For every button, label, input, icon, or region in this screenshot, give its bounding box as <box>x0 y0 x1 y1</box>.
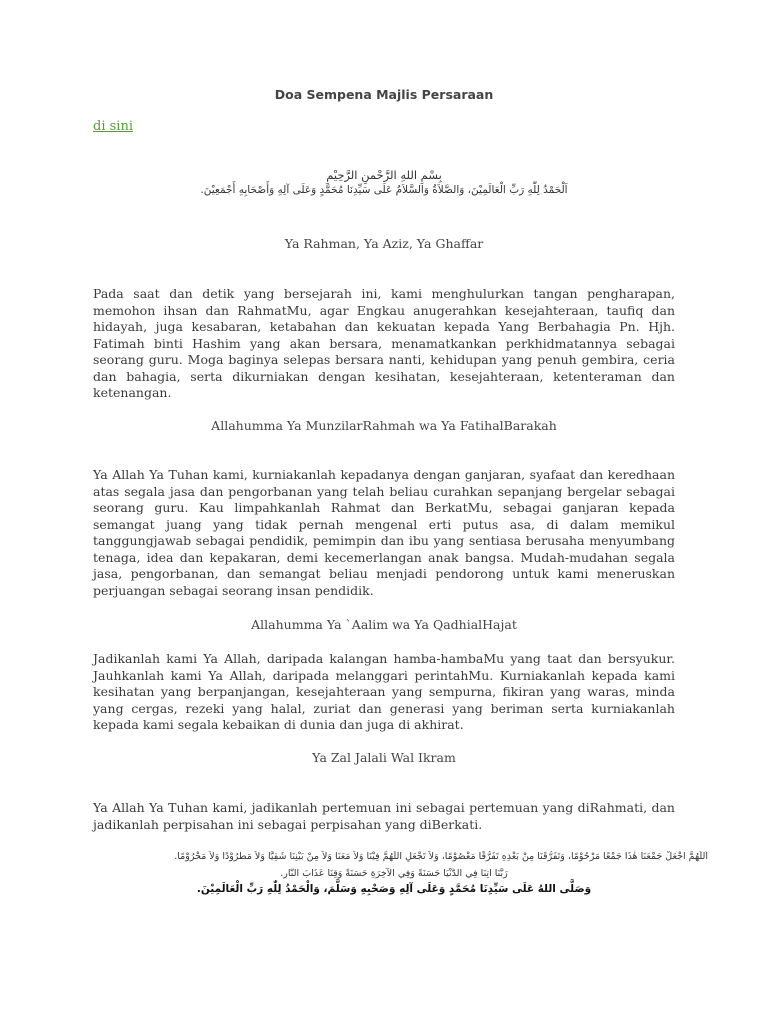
di-sini-link[interactable]: di sini <box>93 119 133 134</box>
section-paragraph-3: Jadikanlah kami Ya Allah, daripada kalangan hamba-hambaMu yang taat dan bersyukur. Jauhkanlah kami Ya Allah, daripada melanggari perintahMu. Kurniakanlah kepada kami kesihatan yang berpanjangan, kesejahteraan yang sempurna, fikiran yang waras, minda yang cergas, rezeki yang halal, zuriat dan generasi yang beriman serta kurniakanlah kepada kami segala kebaikan di dunia dan juga di akhirat. <box>93 651 675 732</box>
page-title: Doa Sempena Majlis Persaraan <box>274 87 494 102</box>
section-heading-3: Allahumma Ya `Aalim wa Ya QadhialHajat <box>251 617 517 632</box>
arabic-opening-praise: اَلْحَمْدُ لِلّٰهِ رَبِّ الْعَالَمِيْنَ، وَالصَّلاَةُ وَالسَّلاَمُ عَلَى سَيِّدِنَا مُحَمَّدٍ وَعَلَى آلِهِ وَأَصْحَابِهِ أَجْمَعِيْنَ. <box>200 184 568 196</box>
arabic-closing-salawat: وَصَلَّى اللهُ عَلَى سَيِّدِنَا مُحَمَّدٍ وَعَلَى آلِهِ وَصَحْبِهِ وَسَلَّمَ، وَالْحَمْدُ لِلّٰهِ رَبِّ الْعَالَمِيْنَ. <box>196 883 592 895</box>
arabic-closing-dua: اَللّٰهُمَّ اجْعَلْ جَمْعَنَا هٰذَا جَمْعًا مَرْحُوْمًا، وَتَفَرُّقَنَا مِنْ بَعْدِهِ تَفَرُّقًا مَعْصُوْمًا، وَلاَ تَجْعَلِ اللّٰهُمَّ فِيْنَا وَلاَ مَعَنَا وَلاَ مِنْ بَيْنِنَا شَقِيًّا وَلاَ مَطْرُوْدًا وَلاَ مَحْرُوْمًا. <box>174 851 708 862</box>
arabic-basmalah: بِسْمِ اللهِ الرَّحْمنِ الرَّحِيْمِ <box>326 168 442 182</box>
section-heading-1: Ya Rahman, Ya Aziz, Ya Ghaffar <box>284 236 484 251</box>
arabic-closing-rabbana: رَبَّنَا آتِنَا فِي الدُّنْيَا حَسَنَةً وَفِي الْآخِرَةِ حَسَنَةً وَقِنَا عَذَابَ النَّارِ. <box>280 868 508 879</box>
section-paragraph-1: Pada saat dan detik yang bersejarah ini, kami menghulurkan tangan pengharapan, memohon ihsan dan RahmatMu, agar Engkau anugerahkan kesejahteraan, taufiq dan hidayah, juga kesabaran, ketabahan dan kekuatan kepada Yang Berbahagia Pn. Hjh. Fatimah binti Hashim yang akan bersara, menamatkankan perkhidmatannya sebagai seorang guru. Moga baginya selepas bersara nanti, kehidupan yang penuh gembira, ceria dan bahagia, serta dikurniakan dengan kesihatan, kesejahteraan, ketenteraman dan ketenangan. <box>93 286 675 400</box>
section-paragraph-2: Ya Allah Ya Tuhan kami, kurniakanlah kepadanya dengan ganjaran, syafaat dan keredhaan atas segala jasa dan pengorbanan yang telah beliau curahkan sepanjang bergelar sebagai seorang guru. Kau limpahkanlah Rahmat dan BerkatMu, sebagai ganjaran kepada semangat juang yang tidak pernah mengenal erti putus asa, di dalam memikul tanggungjawab sebagai pendidik, pemimpin dan ibu yang sentiasa berusaha menyumbang tenaga, idea dan kepakaran, demi kecemerlangan anak bangsa. Mudah-mudahan segala jasa, pengorbanan, dan semangat beliau menjadi pendorong untuk kami meneruskan perjuangan sebagai seorang insan pendidik. <box>93 467 675 598</box>
section-heading-4: Ya Zal Jalali Wal Ikram <box>312 750 456 765</box>
section-heading-2: Allahumma Ya MunzilarRahmah wa Ya FatihalBarakah <box>211 418 557 433</box>
section-paragraph-4: Ya Allah Ya Tuhan kami, jadikanlah pertemuan ini sebagai pertemuan yang diRahmati, dan jadikanlah perpisahan ini sebagai perpisahan yang diBerkati. <box>93 800 675 832</box>
